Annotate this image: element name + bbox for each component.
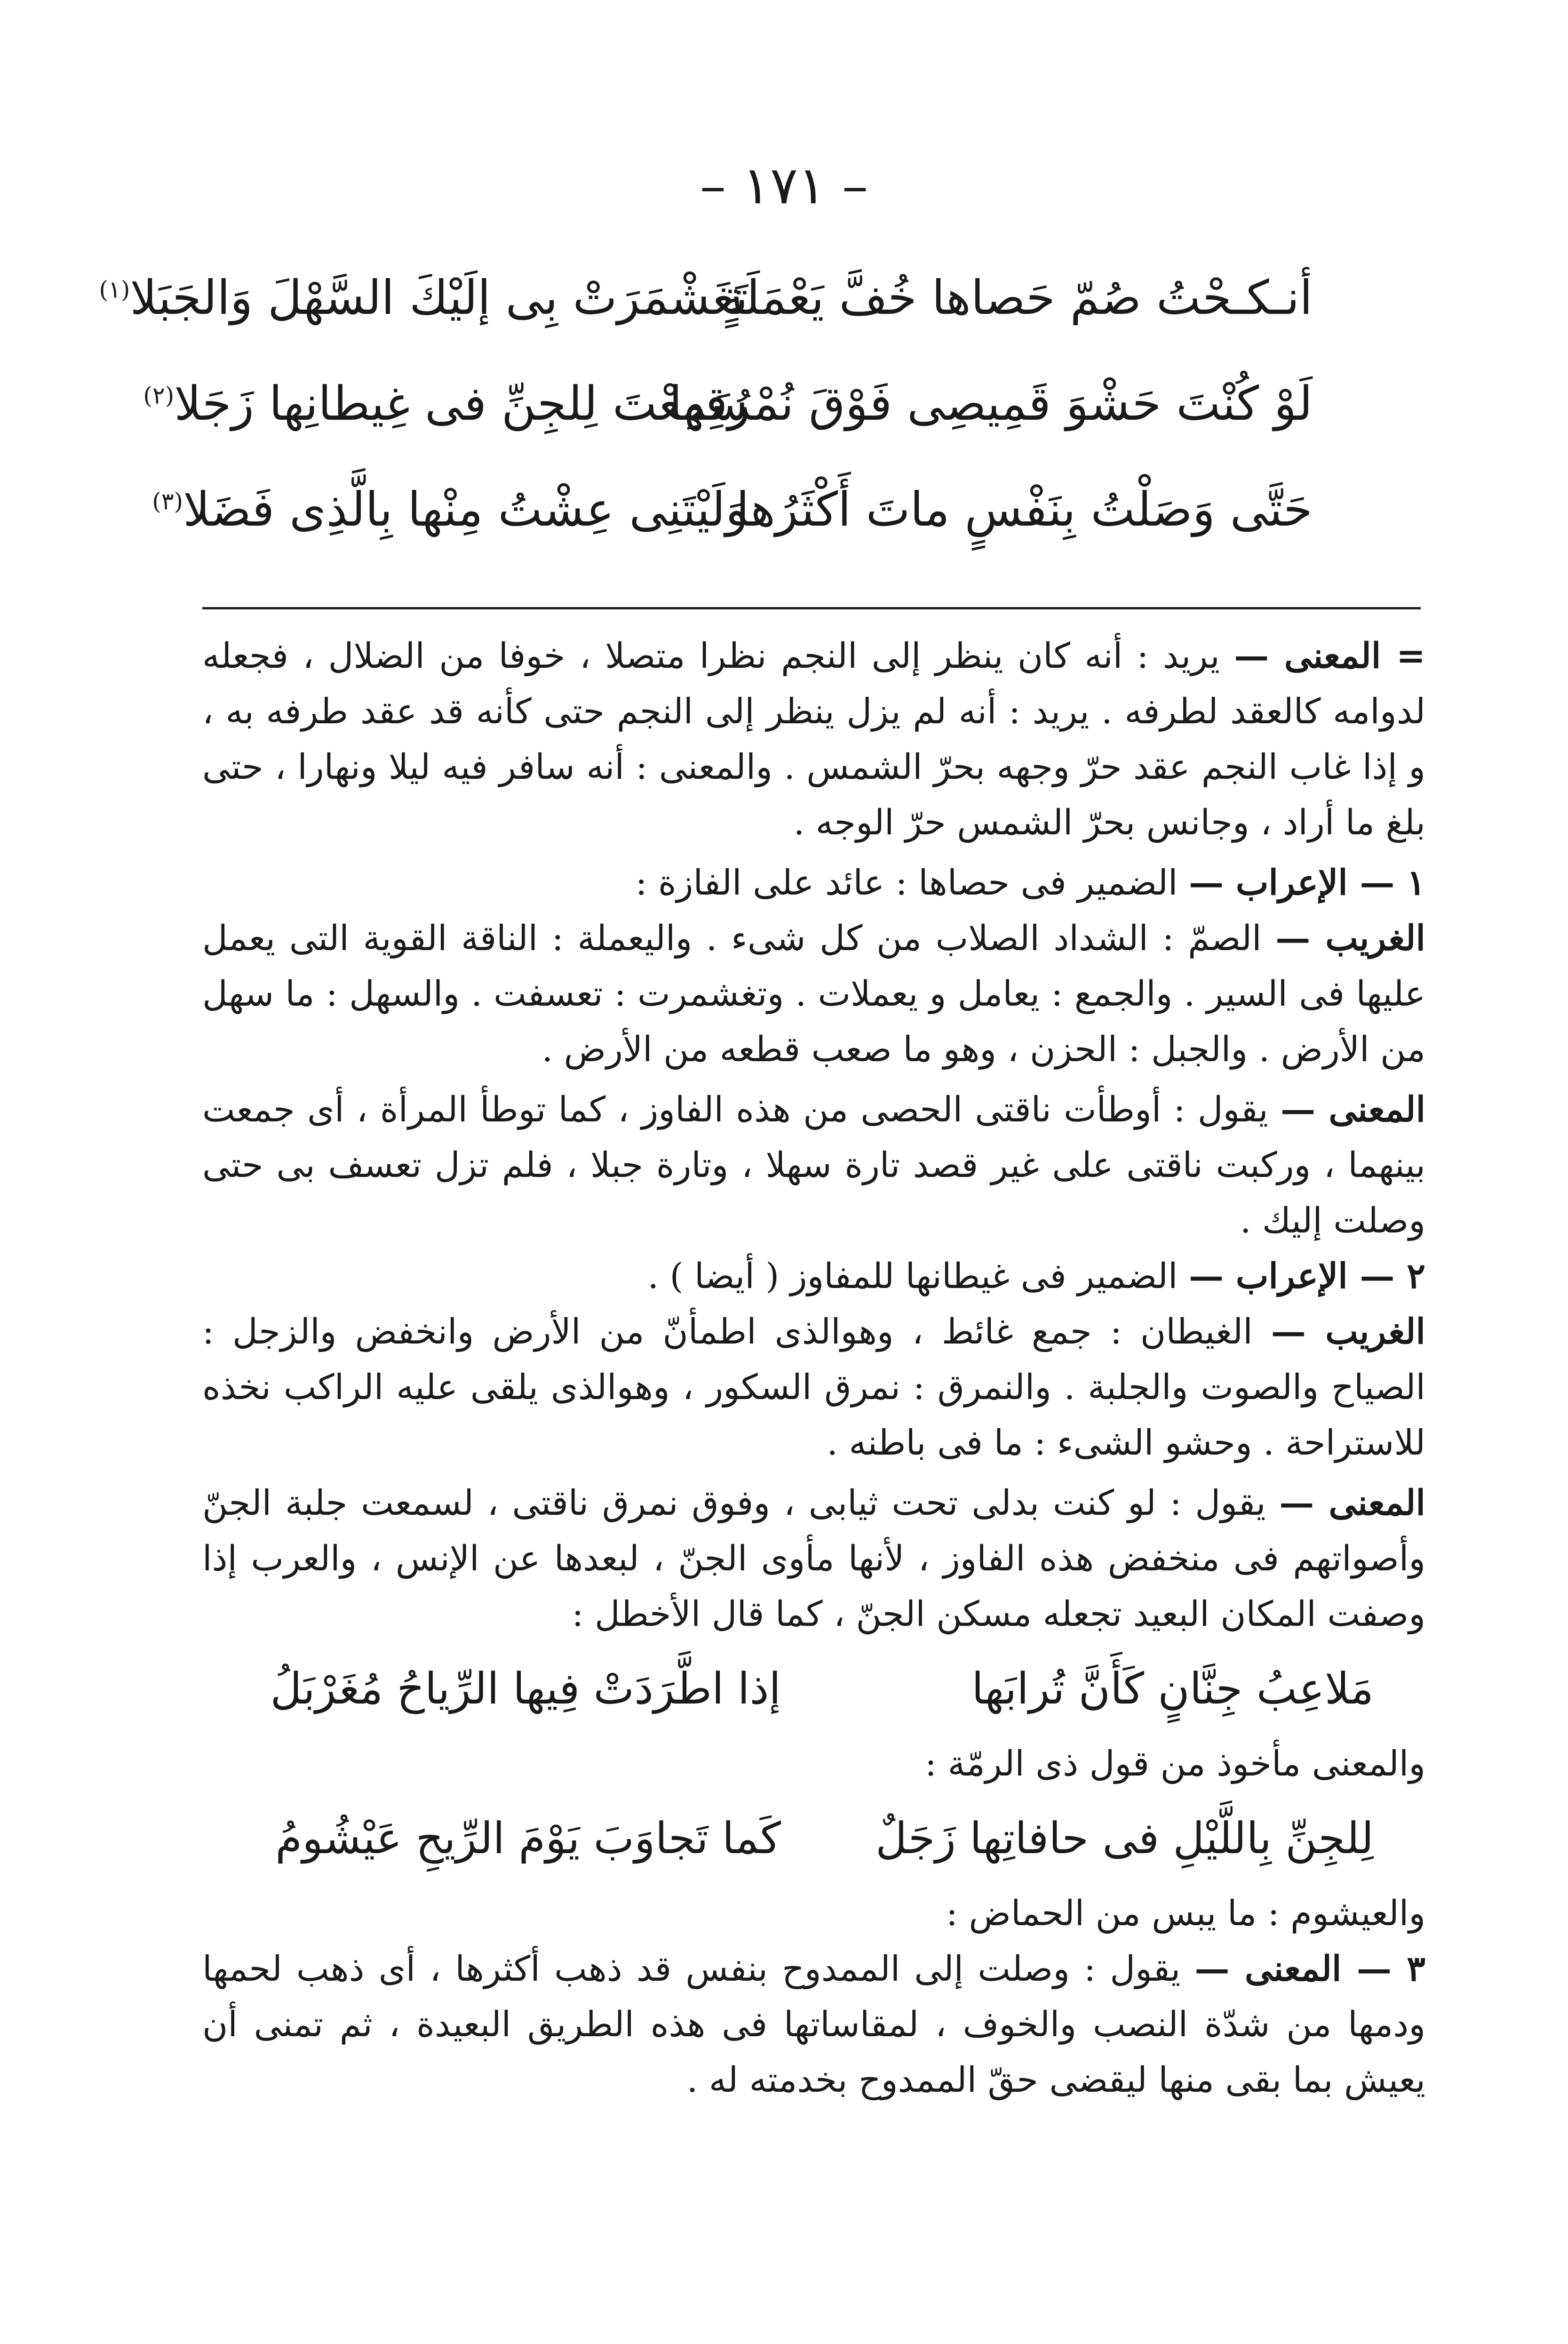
note-text: يقول : وصلت إلى الممدوح بنفس قد ذهب أكثرها ، أى ذهب لحمها ودمها من شدّة النصب والخوف ، لمقاساتها فى هذه الطريق البعيدة ، ثم تمنى أن يعيش بما بقى منها ليقضى حقّ الممدوح بخدمته له . [202, 1949, 1425, 2100]
note-text: الضمير فى غيطانها للمفاوز ( أيضا ) . [647, 1256, 1189, 1296]
note-label: المعنى — [1279, 1483, 1425, 1523]
verse-second-text: وَلَيْتَنِى عِشْتُ مِنْها بِالَّذِى فَضَلا [183, 482, 748, 537]
quoted-verse-first: لِلجِنِّ بِاللَّيْلِ فى حافاتِها زَجَلٌ [875, 1813, 1374, 1864]
verse-first-hemistich: أنـكـحْتُ صُمّ حَصاها خُفَّ يَعْمَلَةٍ [720, 270, 1313, 325]
quoted-verse [202, 1642, 1425, 1736]
verse-second-hemistich [143, 376, 748, 431]
verse-second-text: سَمِعْتَ لِلجِنِّ فى غِيطانِها زَجَلا [174, 376, 748, 431]
note-label: الغريب — [1275, 918, 1425, 959]
quoted-verse-second: كَما تَجاوَبَ يَوْمَ الرِّيحِ عَيْشُومُ [275, 1813, 781, 1864]
verse-line [152, 456, 1313, 562]
footnote-ref: (٢) [143, 382, 175, 409]
verse-second-text: تَغَشْمَرَتْ بِى إلَيْكَ السَّهْلَ وَالجَبَلا [130, 270, 748, 325]
note-label: المعنى — [1280, 1089, 1425, 1130]
page-number: – ١٧١ – [700, 155, 868, 216]
note-paragraph: والعيشوم : ما يبس من الحماض : [946, 1893, 1425, 1934]
verse-line [143, 351, 1313, 456]
note-paragraph [202, 911, 1425, 1077]
note-text: يقول : أوطأت ناقتى الحصى من هذه الفاوز ، كما توطأ المرأة ، أى جمعت بينهما ، وركبت ناقتى على غير قصد تارة سهلا ، وتارة جبلا ، فلم تزل تعسف بى حتى وصلت إليك . [202, 1089, 1425, 1241]
footnote-divider [202, 607, 1421, 609]
note-text: الصمّ : الشداد الصلاب من كل شىء . واليعملة : الناقة القوية التى يعمل عليها فى السير . والجمع : يعامل و يعملات . وتغشمرت : تعسفت . والسهل : ما سهل من الأرض . والجبل : الحزن ، وهو ما صعب قطعه من الأرض . [202, 918, 1425, 1070]
note-text: يقول : لو كنت بدلى تحت ثيابى ، وفوق نمرق ناقتى ، لسمعت جلبة الجنّ وأصواتهم فى منخفض هذه الفاوز ، لأنها مأوى الجنّ ، لبعدها عن الإنس ، والعرب إذا وصفت المكان البعيد تجعله مسكن الجنّ ، كما قال الأخطل : [202, 1483, 1425, 1634]
note-paragraph [202, 1082, 1425, 1248]
quoted-verse [202, 1792, 1425, 1886]
note-text: يريد : أنه كان ينظر إلى النجم نظرا متصلا ، خوفا من الضلال ، فجعله لدوامه كالعقد لطرفه . يريد : أنه لم يزل ينظر إلى النجم حتى كأنه قد عقد طرفه به ، و إذا غاب النجم عقد حرّ وجهه بحرّ الشمس . والمعنى : أنه سافر فيه ليلا ونهارا ، حتى بلغ ما أراد ، وجانس بحرّ الشمس حرّ الوجه . [202, 636, 1425, 843]
note-text: الضمير فى حصاها : عائد على الفازة : [635, 863, 1189, 903]
verse-second-hemistich [152, 482, 748, 537]
note-paragraph [202, 1941, 1425, 2108]
footnote-ref: (١) [99, 276, 130, 304]
note-paragraph [202, 1475, 1425, 1642]
quoted-verse-second: إذا اطَّرَدَتْ فِيها الرِّياحُ مُغَرْبَلُ [270, 1664, 781, 1714]
note-label: الغريب — [1271, 1312, 1425, 1352]
note-text: الغيطان : جمع غائط ، وهوالذى اطمأنّ من الأرض وانخفض والزجل : الصياح والصوت والجلبة . والنمرق : نمرق السكور ، وهوالذى يلقى عليه الراكب نخذه للاستراحة . وحشو الشىء : ما فى باطنه . [202, 1312, 1425, 1463]
verse-second-hemistich [99, 270, 748, 325]
verse-first-hemistich: حَتَّى وَصَلْتُ بِنَفْسٍ ماتَ أَكْثَرُها [736, 482, 1313, 537]
note-paragraph [202, 1304, 1425, 1471]
footnote-ref: (٣) [152, 488, 183, 515]
note-paragraph [202, 855, 1425, 911]
verse-first-hemistich: لَوْ كُنْتَ حَشْوَ قَمِيصِى فَوْقَ نُمْرُقِها [669, 376, 1313, 431]
note-label: = المعنى — [1234, 636, 1426, 676]
note-paragraph [202, 1248, 1425, 1304]
quoted-verse-first: مَلاعِبُ جِنَّانٍ كَأَنَّ تُرابَها [971, 1664, 1374, 1714]
poem-verses [99, 245, 1313, 562]
commentary-notes [202, 628, 1425, 2108]
verse-line [99, 245, 1313, 351]
note-label: ١ — الإعراب — [1188, 863, 1425, 903]
note-label: ٣ — المعنى — [1194, 1949, 1425, 1989]
note-paragraph: والمعنى مأخوذ من قول ذى الرمّة : [925, 1744, 1425, 1784]
note-paragraph [202, 628, 1425, 850]
note-label: ٢ — الإعراب — [1188, 1256, 1425, 1296]
